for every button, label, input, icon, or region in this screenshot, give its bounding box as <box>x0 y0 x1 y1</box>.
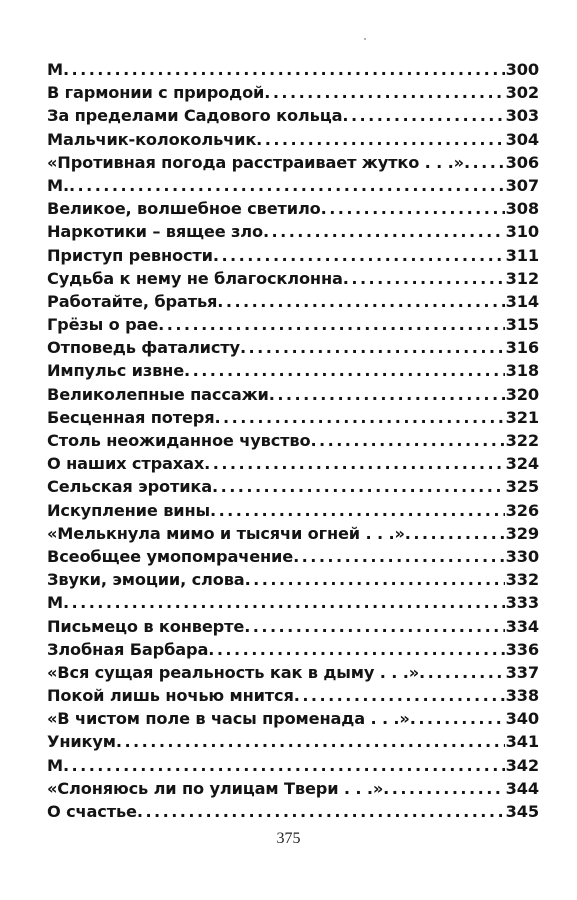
toc-entry <box>47 290 539 313</box>
toc-entry-title: Искупление вины <box>47 500 211 520</box>
dot-leader <box>116 730 505 753</box>
toc-entry-page: 320 <box>505 384 539 404</box>
toc-entry-page: 340 <box>505 709 539 729</box>
toc-entry-page: 321 <box>505 407 539 427</box>
toc-entry-title: Всеобщее умопомрачение <box>47 546 294 566</box>
toc-entry-title: В гармонии с природой <box>47 83 265 103</box>
dot-leader <box>464 151 505 174</box>
toc-entry-title: Судьба к нему не благосклонна <box>47 268 343 288</box>
toc-entry-page: 332 <box>505 570 539 590</box>
toc-entry-title: Импульс извне <box>47 361 185 381</box>
toc-entry-page: 330 <box>505 546 539 566</box>
toc-entry <box>47 359 539 382</box>
toc-entry-page: 310 <box>505 222 539 242</box>
toc-entry-title: «Мелькнула мимо и тысячи огней . . .» <box>47 523 405 543</box>
toc-entry-page: 302 <box>505 83 539 103</box>
toc-entry <box>47 174 539 197</box>
toc-entry <box>47 522 539 545</box>
toc-entry <box>47 81 539 104</box>
table-of-contents <box>47 58 539 823</box>
toc-entry-title: Приступ ревности <box>47 245 213 265</box>
toc-entry <box>47 615 539 638</box>
toc-entry <box>47 128 539 151</box>
dot-leader <box>210 499 505 522</box>
toc-entry-page: 316 <box>505 338 539 358</box>
dot-leader <box>214 406 504 429</box>
toc-entry-page: 342 <box>505 755 539 775</box>
toc-entry-page: 318 <box>505 361 539 381</box>
toc-entry-page: 338 <box>505 686 539 706</box>
dot-leader <box>310 429 504 452</box>
toc-entry-title: Бесценная потеря <box>47 407 215 427</box>
toc-entry-page: 334 <box>505 616 539 636</box>
dot-leader <box>63 754 505 777</box>
toc-entry-title: Наркотики – вящее зло <box>47 222 263 242</box>
dot-leader <box>63 58 505 81</box>
toc-entry-title: М <box>47 60 63 79</box>
toc-entry-page: 308 <box>505 199 539 219</box>
toc-entry <box>47 58 539 81</box>
toc-entry-title: «Слоняюсь ли по улицам Твери . . .» <box>47 778 384 798</box>
toc-entry-title: Мальчик-колокольчик <box>47 129 257 149</box>
paper-speck <box>364 38 366 40</box>
dot-leader <box>240 336 505 359</box>
toc-entry <box>47 591 539 614</box>
dot-leader <box>204 452 504 475</box>
toc-entry <box>47 707 539 730</box>
dot-leader <box>184 359 505 382</box>
dot-leader <box>383 777 504 800</box>
toc-entry <box>47 244 539 267</box>
toc-entry-page: 303 <box>505 106 539 126</box>
toc-entry-title: Звуки, эмоции, слова <box>47 570 245 590</box>
toc-entry-title: Сельская эротика <box>47 477 213 497</box>
dot-leader <box>419 661 505 684</box>
toc-entry-title: «Вся сущая реальность как в дыму . . .» <box>47 662 420 682</box>
dot-leader <box>343 267 505 290</box>
toc-entry-title: Письмецо в конверте <box>47 616 245 636</box>
dot-leader <box>63 591 505 614</box>
dot-leader <box>245 568 505 591</box>
toc-entry-title: За пределами Садового кольца <box>47 106 343 126</box>
dot-leader <box>208 638 504 661</box>
toc-entry-title: «В чистом поле в часы променада . . .» <box>47 709 410 729</box>
toc-entry-page: 325 <box>505 477 539 497</box>
toc-entry <box>47 754 539 777</box>
toc-entry-page: 324 <box>505 454 539 474</box>
dot-leader <box>158 313 504 336</box>
toc-entry-page: 344 <box>505 778 539 798</box>
toc-entry <box>47 267 539 290</box>
toc-entry-page: 315 <box>505 315 539 335</box>
dot-leader <box>405 522 505 545</box>
toc-entry <box>47 499 539 522</box>
toc-entry-page: 311 <box>505 245 539 265</box>
dot-leader <box>342 104 504 127</box>
toc-entry-title: Покой лишь ночью мнится <box>47 686 294 706</box>
toc-entry <box>47 104 539 127</box>
toc-entry-title: О счастье <box>47 802 137 821</box>
toc-entry-title: Великое, волшебное светило <box>47 199 321 219</box>
toc-entry-title: Великолепные пассажи <box>47 384 269 404</box>
toc-entry-title: М. <box>47 175 69 195</box>
toc-entry-title: Злобная Барбара <box>47 639 209 659</box>
toc-entry <box>47 406 539 429</box>
toc-entry <box>47 800 539 823</box>
dot-leader <box>269 383 505 406</box>
toc-entry <box>47 383 539 406</box>
toc-entry-page: 306 <box>505 152 539 172</box>
toc-entry <box>47 730 539 753</box>
toc-entry-title: Работайте, братья <box>47 291 218 311</box>
toc-entry <box>47 475 539 498</box>
toc-entry-page: 322 <box>505 431 539 450</box>
dot-leader <box>410 707 505 730</box>
toc-entry-title: М <box>47 593 63 613</box>
toc-entry-page: 314 <box>505 291 539 311</box>
toc-entry <box>47 151 539 174</box>
toc-entry <box>47 313 539 336</box>
dot-leader <box>256 128 504 151</box>
dot-leader <box>217 290 504 313</box>
toc-entry-title: «Противная погода расстраивает жутко . . .» <box>47 152 464 172</box>
toc-entry-page: 345 <box>505 802 539 821</box>
toc-entry-page: 337 <box>505 662 539 682</box>
toc-entry <box>47 197 539 220</box>
toc-entry <box>47 336 539 359</box>
toc-entry <box>47 777 539 800</box>
toc-entry-page: 329 <box>505 523 539 543</box>
toc-entry-title: Столь неожиданное чувство <box>47 431 311 450</box>
toc-entry-title: Отповедь фаталисту <box>47 338 240 358</box>
toc-entry-page: 304 <box>505 129 539 149</box>
toc-entry <box>47 429 539 452</box>
dot-leader <box>263 220 505 243</box>
toc-entry-page: 333 <box>505 593 539 613</box>
toc-entry-page: 300 <box>505 60 539 79</box>
toc-entry <box>47 220 539 243</box>
dot-leader <box>69 174 505 197</box>
toc-entry-page: 307 <box>505 175 539 195</box>
toc-entry <box>47 661 539 684</box>
toc-entry <box>47 638 539 661</box>
toc-entry-page: 341 <box>505 732 539 752</box>
dot-leader <box>293 545 505 568</box>
toc-entry-title: М <box>47 755 63 775</box>
page-number: 375 <box>276 830 301 847</box>
dot-leader <box>264 81 504 104</box>
dot-leader <box>137 800 505 823</box>
toc-entry-title: Уникум <box>47 732 116 752</box>
toc-entry <box>47 684 539 707</box>
toc-entry-page: 312 <box>505 268 539 288</box>
toc-entry-title: Грёзы о рае <box>47 315 159 335</box>
dot-leader <box>244 615 504 638</box>
dot-leader <box>212 475 505 498</box>
toc-entry-page: 336 <box>505 639 539 659</box>
toc-entry-page: 326 <box>505 500 539 520</box>
dot-leader <box>294 684 505 707</box>
dot-leader <box>321 197 505 220</box>
toc-entry <box>47 452 539 475</box>
dot-leader <box>213 244 505 267</box>
toc-entry-title: О наших страхах <box>47 454 205 474</box>
toc-entry <box>47 545 539 568</box>
toc-entry <box>47 568 539 591</box>
